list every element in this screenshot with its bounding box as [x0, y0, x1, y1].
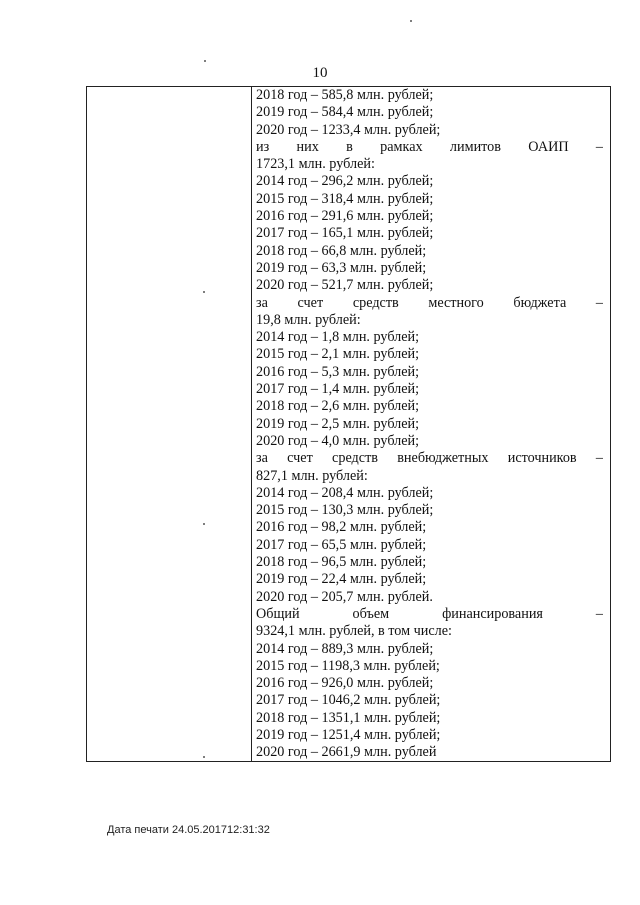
- funding-line: 2014 год – 208,4 млн. рублей;: [256, 484, 434, 501]
- table-column-divider: [251, 86, 252, 762]
- funding-line: 2018 год – 96,5 млн. рублей;: [256, 554, 427, 571]
- funding-line: 2015 год – 318,4 млн. рублей;: [256, 190, 434, 207]
- funding-line: 1723,1 млн. рублей:: [256, 156, 375, 173]
- funding-details-cell: [256, 87, 603, 762]
- funding-line: 2019 год – 2,5 млн. рублей;: [256, 415, 420, 432]
- funding-line: 2020 год – 205,7 млн. рублей.: [256, 588, 433, 605]
- funding-line: 2018 год – 2,6 млн. рублей;: [256, 398, 420, 415]
- funding-line: 2019 год – 1251,4 млн. рублей;: [256, 726, 441, 743]
- funding-line: 2016 год – 291,6 млн. рублей;: [256, 208, 434, 225]
- funding-line: 2014 год – 296,2 млн. рублей;: [256, 173, 434, 190]
- funding-line: 2016 год – 5,3 млн. рублей;: [256, 363, 420, 380]
- funding-line: 2020 год – 521,7 млн. рублей;: [256, 277, 434, 294]
- funding-line: 2020 год – 4,0 млн. рублей;: [256, 432, 420, 449]
- funding-line: 2018 год – 1351,1 млн. рублей;: [256, 709, 441, 726]
- funding-line: 9324,1 млн. рублей, в том числе:: [256, 623, 452, 640]
- scan-speck: [203, 291, 205, 293]
- funding-line: 2017 год – 165,1 млн. рублей;: [256, 225, 434, 242]
- funding-line: из них в рамках лимитов ОАИП –: [256, 138, 603, 155]
- funding-line: 2019 год – 63,3 млн. рублей;: [256, 259, 427, 276]
- funding-line: 2014 год – 1,8 млн. рублей;: [256, 329, 420, 346]
- funding-line: 19,8 млн. рублей:: [256, 311, 361, 328]
- funding-line: 2014 год – 889,3 млн. рублей;: [256, 640, 434, 657]
- funding-line: 827,1 млн. рублей:: [256, 467, 368, 484]
- funding-line: 2016 год – 98,2 млн. рублей;: [256, 519, 427, 536]
- scan-speck: [410, 20, 412, 22]
- funding-line: 2017 год – 1,4 млн. рублей;: [256, 381, 420, 398]
- scan-speck: [203, 523, 205, 525]
- page-number: 10: [312, 65, 328, 81]
- funding-line: за счет средств внебюджетных источников –: [256, 450, 603, 467]
- funding-line: 2018 год – 585,8 млн. рублей;: [256, 87, 434, 103]
- funding-line: 2020 год – 1233,4 млн. рублей;: [256, 121, 441, 138]
- funding-line: 2018 год – 66,8 млн. рублей;: [256, 242, 427, 259]
- funding-line: 2019 год – 22,4 млн. рублей;: [256, 571, 427, 588]
- funding-line: 2015 год – 2,1 млн. рублей;: [256, 346, 420, 363]
- funding-line: за счет средств местного бюджета –: [256, 294, 603, 311]
- print-date-footer: Дата печати 24.05.201712:31:32: [107, 824, 270, 836]
- funding-line: 2017 год – 1046,2 млн. рублей;: [256, 692, 441, 709]
- funding-line: 2019 год – 584,4 млн. рублей;: [256, 104, 434, 121]
- funding-line: 2020 год – 2661,9 млн. рублей: [256, 744, 437, 761]
- funding-line: 2017 год – 65,5 млн. рублей;: [256, 536, 427, 553]
- funding-line: 2015 год – 1198,3 млн. рублей;: [256, 657, 440, 674]
- funding-line: 2016 год – 926,0 млн. рублей;: [256, 675, 434, 692]
- scan-speck: [204, 60, 206, 62]
- funding-line: Общий объем финансирования –: [256, 605, 603, 622]
- funding-line: 2015 год – 130,3 млн. рублей;: [256, 502, 434, 519]
- scan-speck: [203, 756, 205, 758]
